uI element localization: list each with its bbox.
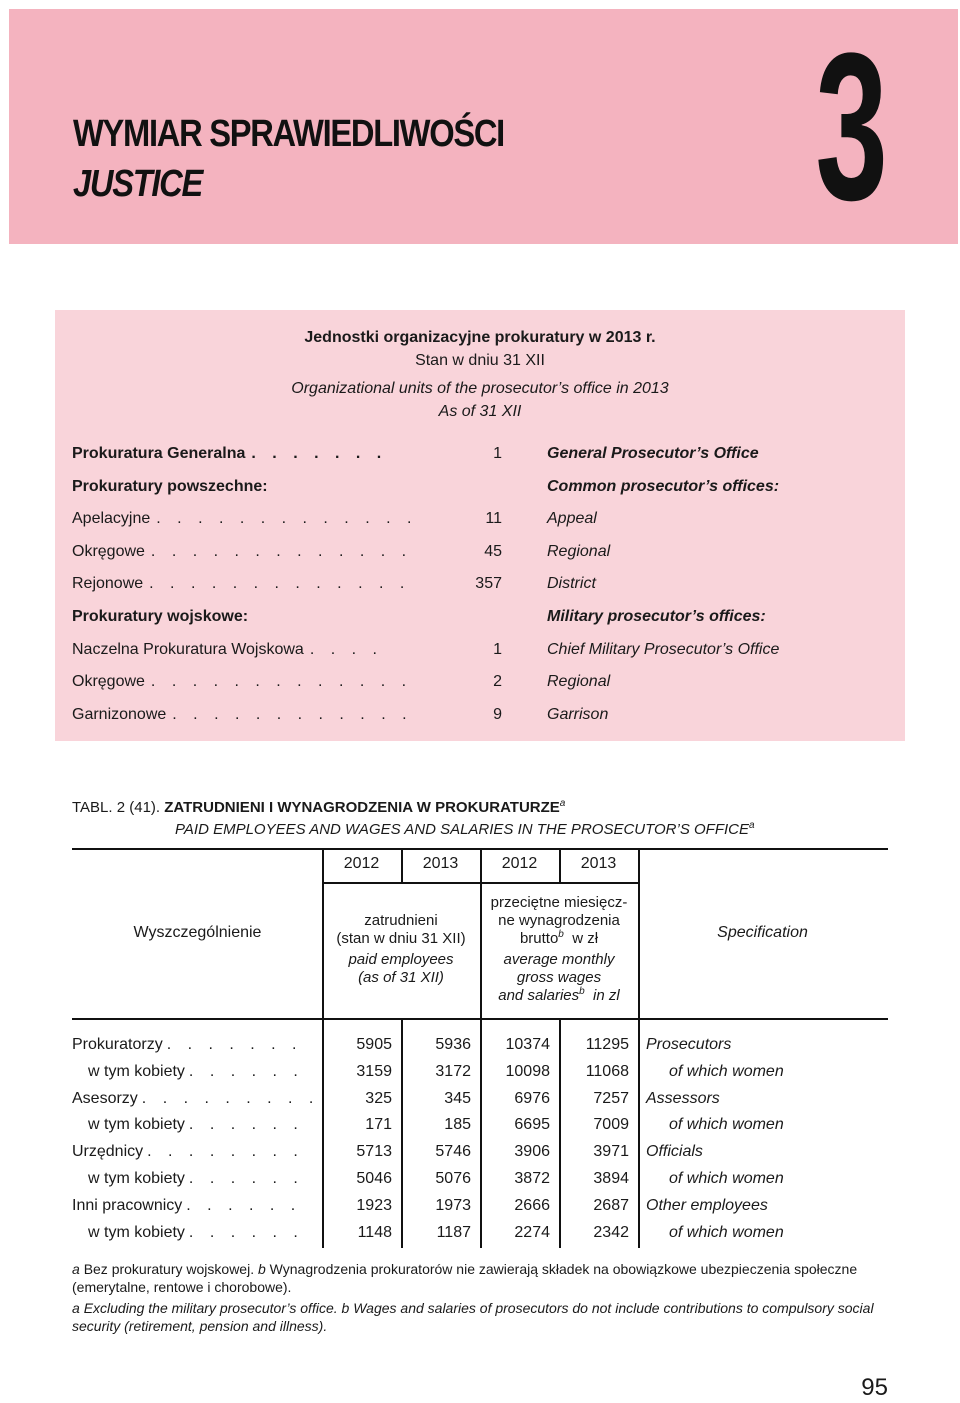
chapter-title: [73, 109, 504, 209]
footnote-mark: a: [559, 798, 566, 809]
wage-en-2: gross wages: [516, 969, 602, 986]
emp-pl-1: zatrudnieni: [364, 912, 438, 929]
unit-name-en: Chief Military Prosecutor’s Office: [547, 640, 780, 658]
unit-name-pl: [72, 575, 410, 593]
table-cell: 171: [365, 1116, 392, 1134]
unit-name-pl: [72, 478, 274, 496]
leader-dots: . . . . . .: [188, 1116, 304, 1134]
unit-name-en: Regional: [547, 542, 611, 560]
table-row: [72, 1170, 888, 1197]
unit-row: [72, 478, 892, 510]
unit-row: [72, 543, 892, 575]
unit-name-en: District: [547, 575, 596, 593]
fn-mark: b: [341, 1300, 350, 1316]
table-cell: 2687: [593, 1196, 629, 1214]
unit-row: [72, 673, 892, 705]
footnote-mark-b: b: [558, 929, 564, 940]
fn-mark: a: [72, 1261, 80, 1277]
table-cell: 6976: [514, 1089, 550, 1107]
fn-en-b: Wages and salaries of prosecutors do not include contributions to compulsory social security (retirement, pension and illness).: [72, 1300, 874, 1334]
table-row: [72, 1116, 888, 1143]
table-cell: 5746: [435, 1143, 471, 1161]
table-cell: 11068: [585, 1062, 629, 1080]
table-cell: 185: [444, 1116, 471, 1134]
table-cell: 1148: [357, 1223, 392, 1241]
unit-label: Prokuratury wojskowe:: [72, 608, 249, 625]
unit-count: 1: [493, 640, 502, 658]
row-label-en: Other employees: [646, 1196, 768, 1214]
fn-en-a: Excluding the military prosecutor’s office.: [83, 1300, 338, 1316]
unit-count: 357: [475, 575, 502, 593]
leader-dots: . . . . . . . . .: [141, 1089, 320, 1107]
units-title-pl: Jednostki organizacyjne prokuratury w 2013 r.: [304, 329, 656, 346]
table-cell: 2666: [514, 1196, 550, 1214]
unit-row: [72, 575, 892, 607]
table-row: [72, 1197, 888, 1224]
wage-pl-1: przeciętne miesięcz-: [490, 894, 628, 911]
emp-en-2: (as of 31 XII): [358, 969, 444, 986]
table-row: [72, 1090, 888, 1117]
row-label-pl: [88, 1063, 304, 1081]
year-header: 2013: [422, 855, 459, 872]
table-cell: 1187: [436, 1223, 471, 1241]
row-label: Urzędnicy: [72, 1143, 144, 1161]
table-cell: 11295: [585, 1036, 629, 1053]
table-cell: 2274: [514, 1223, 550, 1241]
table-cell: 3159: [356, 1062, 392, 1080]
wage-pl-3b: w zł: [572, 930, 599, 947]
wage-pl-2: ne wynagrodzenia: [498, 912, 620, 929]
unit-count: 45: [484, 542, 502, 560]
table-label: TABL. 2 (41).: [72, 799, 161, 816]
table-cell: 5046: [356, 1170, 392, 1187]
unit-name-en: General Prosecutor’s Office: [547, 445, 759, 462]
footnote-en: [72, 1299, 887, 1335]
leader-dots: . . . . . .: [186, 1196, 302, 1214]
row-label: w tym kobiety: [88, 1170, 185, 1187]
footnotes: [72, 1260, 887, 1338]
leader-dots: . . . . . .: [188, 1170, 304, 1187]
row-label-en: of which women: [669, 1062, 784, 1080]
unit-label: Prokuratura Generalna: [72, 445, 246, 462]
unit-row: [72, 445, 892, 477]
row-label-pl: [72, 1143, 304, 1161]
table-cell: 345: [444, 1089, 471, 1107]
col-header-spec-en: Specification: [717, 924, 808, 941]
col-header-wages: [480, 894, 638, 1005]
table-cell: 3906: [514, 1143, 550, 1161]
table-title: [72, 797, 755, 838]
table-cell: 7257: [593, 1089, 629, 1107]
unit-row: [72, 510, 892, 542]
table-cell: 1923: [356, 1196, 392, 1214]
unit-row: [72, 608, 892, 640]
table-cell: 3894: [593, 1170, 629, 1187]
unit-name-pl: [72, 445, 387, 463]
unit-name-en: Military prosecutor’s offices:: [547, 608, 766, 625]
unit-count: 9: [493, 705, 502, 723]
row-label: Asesorzy: [72, 1089, 138, 1107]
row-label-pl: [72, 1090, 319, 1108]
table-row: [72, 1036, 888, 1063]
fn-mark: a: [72, 1300, 80, 1316]
row-label-en: Officials: [646, 1143, 703, 1161]
footnote-mark: a: [749, 820, 755, 831]
table-cell: 5713: [356, 1143, 392, 1161]
row-label-en: of which women: [669, 1170, 784, 1187]
table-cell: 3971: [593, 1143, 629, 1161]
year-header: 2012: [501, 855, 538, 872]
row-label-pl: [88, 1224, 304, 1242]
chapter-title-pl: WYMIAR SPRAWIEDLIWOŚCI: [73, 113, 504, 155]
row-label-en: of which women: [669, 1116, 784, 1134]
unit-name-pl: [72, 543, 412, 561]
unit-count: 11: [485, 510, 502, 528]
row-label: Inni pracownicy: [72, 1196, 183, 1214]
table-cell: 5076: [435, 1170, 471, 1187]
chapter-number: 3: [815, 9, 888, 244]
row-label-pl: [72, 1036, 303, 1054]
table-title-en: PAID EMPLOYEES AND WAGES AND SALARIES IN THE PROSECUTOR’S OFFICE: [175, 821, 750, 838]
table-row: [72, 1063, 888, 1090]
leader-dots: . . . . . . . . . . . . .: [150, 542, 413, 560]
leader-dots: . . . . . . .: [251, 445, 388, 462]
unit-name-pl: [72, 510, 417, 528]
table-cell: 2342: [593, 1223, 629, 1241]
table-row: [72, 1143, 888, 1170]
wage-pl-3: brutto: [519, 930, 559, 947]
table-cell: 5936: [435, 1036, 471, 1053]
table-cell: 3872: [514, 1170, 550, 1187]
unit-name-pl: [72, 673, 412, 691]
leader-dots: . . . . . . .: [166, 1036, 303, 1053]
fn-pl-a: Bez prokuratury wojskowej.: [83, 1261, 255, 1277]
year-header: 2012: [343, 855, 380, 872]
wage-en-3b: in zl: [593, 987, 620, 1004]
table-row: [72, 1224, 888, 1251]
unit-name-en: Garrison: [547, 705, 609, 723]
wage-en-3: and salaries: [498, 987, 580, 1004]
unit-label: Garnizonowe: [72, 705, 167, 723]
unit-name-pl: [72, 641, 383, 659]
table-cell: 7009: [593, 1116, 629, 1134]
leader-dots: . . . .: [309, 640, 383, 658]
units-heading: [55, 326, 905, 423]
unit-row: [72, 706, 892, 738]
table-cell: 3172: [435, 1062, 471, 1080]
unit-name-en: Common prosecutor’s offices:: [547, 477, 780, 495]
units-subtitle-pl: Stan w dniu 31 XII: [415, 352, 545, 369]
unit-label: Apelacyjne: [72, 510, 151, 528]
unit-label: Prokuratury powszechne:: [72, 477, 268, 495]
unit-count: 2: [493, 673, 502, 691]
row-label-pl: [88, 1170, 304, 1188]
row-label: w tym kobiety: [88, 1062, 185, 1080]
row-label-en: Assessors: [646, 1089, 720, 1107]
leader-dots: . . . . . .: [188, 1223, 304, 1241]
unit-name-pl: [72, 608, 254, 626]
table-cell: 325: [365, 1089, 392, 1107]
unit-row: [72, 641, 892, 673]
unit-name-en: Regional: [547, 673, 611, 691]
table-cell: 6695: [514, 1116, 550, 1134]
emp-pl-2: (stan w dniu 31 XII): [336, 930, 466, 947]
row-label: w tym kobiety: [88, 1116, 185, 1134]
table-title-pl: ZATRUDNIENI I WYNAGRODZENIA W PROKURATURZE: [164, 799, 560, 816]
unit-name-en: Appeal: [547, 510, 597, 528]
fn-mark: b: [257, 1261, 266, 1277]
row-label-en: Prosecutors: [646, 1036, 732, 1053]
col-divider: [638, 849, 640, 1019]
table-cell: 1973: [435, 1196, 471, 1214]
emp-en-1: paid employees: [348, 951, 454, 968]
chapter-header: [9, 9, 958, 244]
table-cell: 10374: [505, 1036, 550, 1053]
unit-label: Okręgowe: [72, 673, 145, 691]
units-title-en: Organizational units of the prosecutor’s office in 2013: [291, 380, 669, 397]
footnote-mark-b: b: [579, 986, 585, 997]
col-header-spec-pl: Wyszczególnienie: [133, 924, 262, 941]
row-label-pl: [88, 1116, 304, 1134]
leader-dots: . . . . . . . . . . . . .: [156, 510, 418, 528]
table-cell: 5905: [356, 1036, 392, 1053]
row-label: w tym kobiety: [88, 1223, 185, 1241]
wage-en-1: average monthly: [503, 951, 615, 968]
chapter-title-en: JUSTICE: [73, 163, 202, 205]
organizational-units-box: [55, 310, 905, 741]
unit-label: Okręgowe: [72, 542, 145, 560]
leader-dots: . . . . . . . . . . . . .: [149, 575, 411, 593]
row-label-en: of which women: [669, 1223, 784, 1241]
units-subtitle-en: As of 31 XII: [438, 403, 522, 420]
table-title-en-wrap: [175, 819, 755, 841]
unit-name-pl: [72, 706, 413, 724]
leader-dots: . . . . . . . .: [147, 1143, 304, 1161]
footnote-pl: [72, 1260, 887, 1296]
page-number: 95: [861, 1374, 888, 1401]
table-cell: 10098: [505, 1062, 550, 1080]
unit-label: Rejonowe: [72, 575, 144, 593]
row-label-pl: [72, 1197, 301, 1215]
col-header-employees: [322, 912, 480, 987]
fn-pl-b: Wynagrodzenia prokuratorów nie zawierają składek na obowiązkowe ubezpieczenia społeczne (emerytalne, rentowe i chorobowe).: [72, 1261, 858, 1295]
leader-dots: . . . . . . . . . . . .: [172, 705, 413, 723]
unit-label: Naczelna Prokuratura Wojskowa: [72, 640, 304, 658]
leader-dots: . . . . . .: [188, 1062, 304, 1080]
unit-count: 1: [493, 445, 502, 462]
row-label: Prokuratorzy: [72, 1036, 163, 1053]
year-header: 2013: [580, 855, 617, 872]
leader-dots: . . . . . . . . . . . . .: [150, 673, 413, 691]
